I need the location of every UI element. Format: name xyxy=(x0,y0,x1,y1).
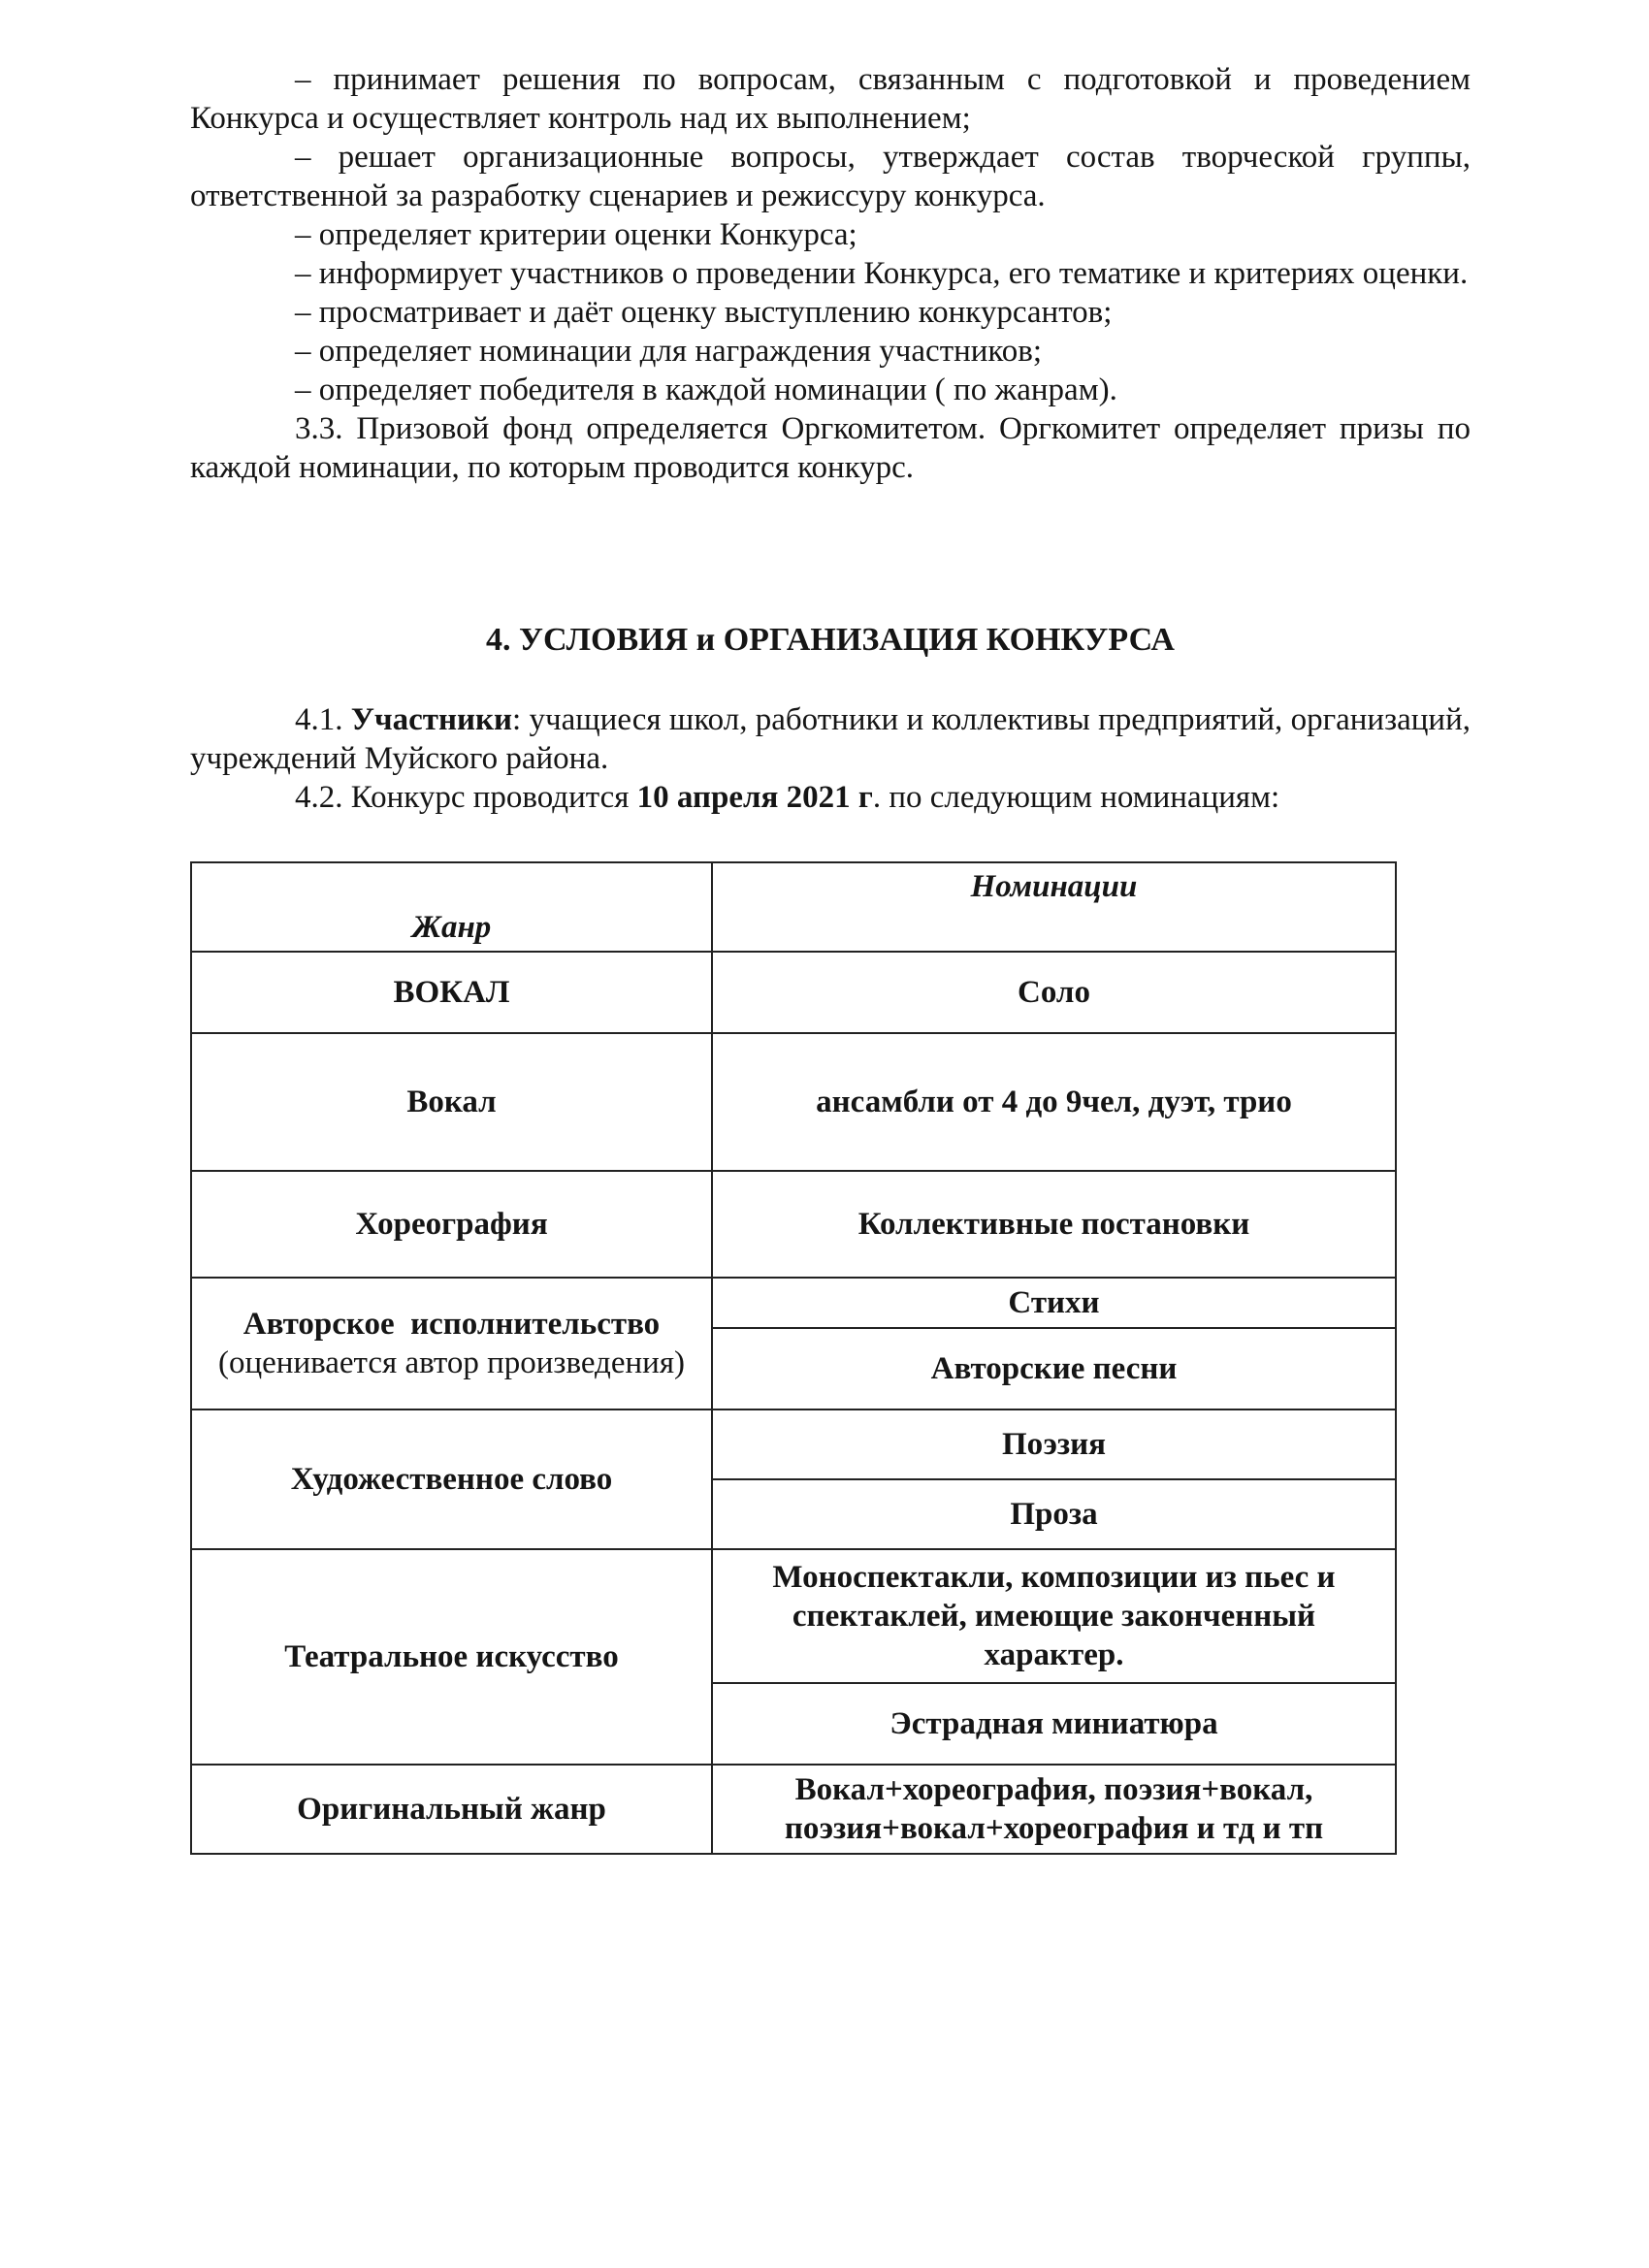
table-row xyxy=(191,1409,1396,1479)
table-row xyxy=(191,1765,1396,1854)
duty-item: – определяет номинации для награждения участников; xyxy=(295,334,1043,369)
table-row xyxy=(191,1278,1396,1328)
p41-bold: Участники xyxy=(350,702,513,737)
table-row xyxy=(191,1033,1396,1171)
genre-cell: Хореография xyxy=(191,1171,712,1278)
duty-item: – принимает решения по вопросам, связанным с подготовкой и проведением Конкурса и осуществляет контроль над их выполнением; xyxy=(190,62,1471,136)
paragraph-4-2 xyxy=(190,778,1471,817)
duty-item: – решает организационные вопросы, утверждает состав творческой группы, ответственной за разработку сценариев и режиссуру конкурса. xyxy=(190,140,1471,213)
nominations-table xyxy=(190,861,1397,1855)
table-header-row xyxy=(191,862,1396,952)
p41-prefix: 4.1. xyxy=(295,702,351,737)
paragraph-3-3: 3.3. Призовой фонд определяется Оргкомитетом. Оргкомитет определяет призы по каждой номинации, по которым проводится конкурс. xyxy=(190,411,1471,485)
duty-item: – просматривает и даёт оценку выступлению конкурсантов; xyxy=(295,295,1113,330)
duties-list xyxy=(190,60,1471,487)
p42-bold: 10 апреля 2021 г xyxy=(636,780,873,815)
paragraph-4-1 xyxy=(190,700,1471,778)
duty-item: – определяет критерии оценки Конкурса; xyxy=(295,217,857,252)
table-row xyxy=(191,1171,1396,1278)
nomination-cell: Моноспектакли, композиции из пьес и спектаклей, имеющие законченный характер. xyxy=(712,1549,1396,1683)
duty-item: – информирует участников о проведении Конкурса, его тематике и критериях оценки. xyxy=(295,256,1469,291)
nomination-cell: Проза xyxy=(712,1479,1396,1549)
duty-item: – определяет победителя в каждой номинации ( по жанрам). xyxy=(295,373,1117,407)
genre-cell: Театральное искусство xyxy=(191,1549,712,1765)
header-genre: Жанр xyxy=(191,862,712,952)
nomination-cell: Авторские песни xyxy=(712,1328,1396,1409)
nomination-cell: Соло xyxy=(712,952,1396,1033)
section-4-body xyxy=(190,700,1471,817)
p42-prefix: 4.2. Конкурс проводится xyxy=(295,780,637,815)
nomination-cell: Стихи xyxy=(712,1278,1396,1328)
genre-cell-author: Авторское исполнительство (оценивается автор произведения) xyxy=(191,1278,712,1409)
nomination-cell: Эстрадная миниатюра xyxy=(712,1683,1396,1765)
header-nominations: Номинации xyxy=(712,862,1396,952)
p42-rest: . по следующим номинациям: xyxy=(872,780,1280,815)
p41-rest: : учащиеся школ, работники и коллективы предприятий, организаций, учреждений Муйского района. xyxy=(190,702,1471,776)
nomination-cell: ансамбли от 4 до 9чел, дуэт, трио xyxy=(712,1033,1396,1171)
genre-cell: Оригинальный жанр xyxy=(191,1765,712,1854)
table-row xyxy=(191,952,1396,1033)
section-4-title: 4. УСЛОВИЯ и ОРГАНИЗАЦИЯ КОНКУРСА xyxy=(486,622,1175,658)
genre-cell: Вокал xyxy=(191,1033,712,1171)
nomination-cell: Поэзия xyxy=(712,1409,1396,1479)
genre-cell: ВОКАЛ xyxy=(191,952,712,1033)
genre-cell: Художественное слово xyxy=(191,1409,712,1549)
nomination-cell: Коллективные постановки xyxy=(712,1171,1396,1278)
table-row xyxy=(191,1549,1396,1683)
nomination-cell: Вокал+хореография, поэзия+вокал, поэзия+вокал+хореография и тд и тп xyxy=(712,1765,1396,1854)
